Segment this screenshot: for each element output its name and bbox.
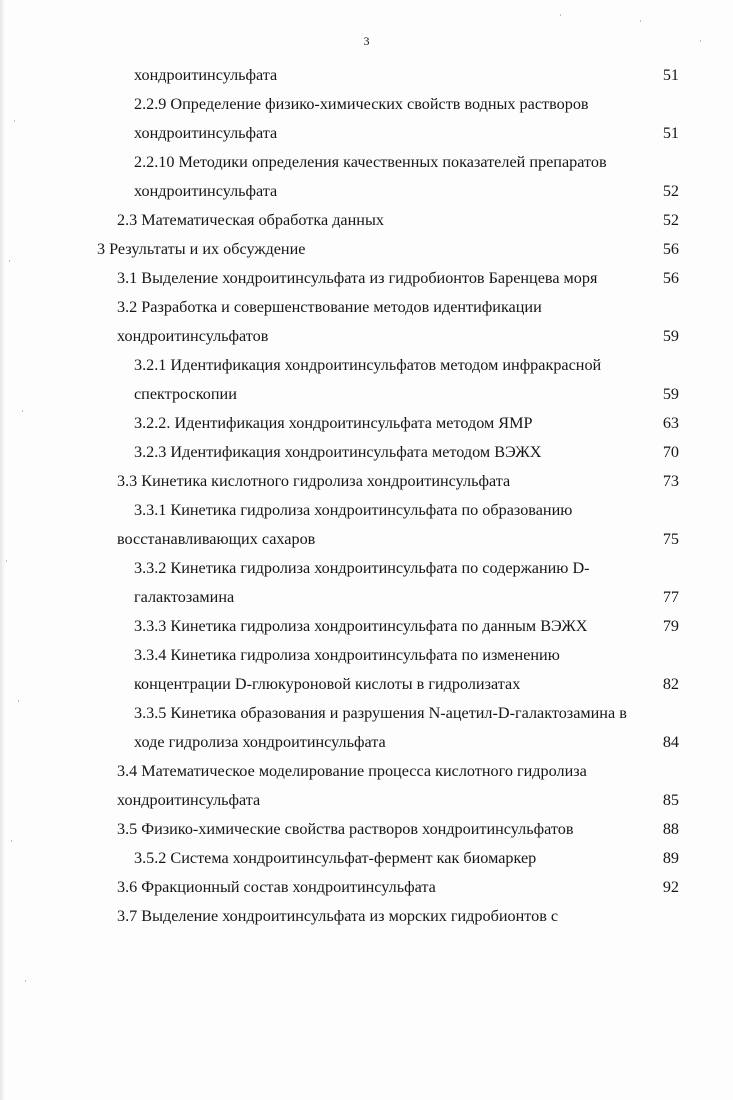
- toc-entry: [0, 354, 733, 383]
- toc-entry-text: 2.3 Математическая обработка данных: [117, 211, 384, 229]
- scan-speck: [560, 14, 561, 16]
- toc-entry-text: концентрации D-глюкуроновой кислоты в гидролизатах: [134, 675, 521, 693]
- toc-entry: [0, 499, 733, 528]
- toc-entry-page: 70: [662, 443, 679, 461]
- toc-entry-page: 59: [662, 385, 679, 403]
- toc-entry-text: 2.2.10 Методики определения качественных показателей препаратов: [134, 153, 607, 171]
- toc-entry-page: 56: [662, 240, 679, 258]
- toc-entry-page: 56: [662, 269, 679, 287]
- toc-entry-text: 3.1 Выделение хондроитинсульфата из гидробионтов Баренцева моря: [117, 269, 598, 287]
- toc-entry-page: 75: [662, 530, 679, 548]
- toc-entry: [0, 731, 733, 760]
- toc-entry: [0, 789, 733, 818]
- scan-speck: [11, 840, 12, 842]
- toc-entry-text: 3.2.3 Идентификация хондроитинсульфата методом ВЭЖХ: [134, 443, 542, 461]
- toc-entry-text: 3.6 Фракционный состав хондроитинсульфата: [117, 878, 436, 896]
- toc-entry-text: 3.3.5 Кинетика образования и разрушения N-ацетил-D-галактозамина в: [134, 704, 627, 722]
- toc-entry: [0, 876, 733, 905]
- toc-entry-page: 82: [662, 675, 679, 693]
- toc-entry-page: 63: [662, 414, 679, 432]
- toc-entry-text: 3.5 Физико-химические свойства растворов хондроитинсульфатов: [117, 820, 574, 838]
- scan-speck: [9, 260, 10, 262]
- toc-entry-text: 3.4 Математическое моделирование процесса кислотного гидролиза: [117, 762, 587, 780]
- toc-entry-text: 3.3 Кинетика кислотного гидролиза хондроитинсульфата: [117, 472, 511, 490]
- scan-speck: [18, 700, 19, 702]
- page-number: 3: [363, 34, 370, 48]
- toc-entry: [0, 325, 733, 354]
- toc-entry-text: хондроитинсульфата: [117, 791, 261, 809]
- toc-entry-page: 52: [662, 211, 679, 229]
- toc-entry: [0, 238, 733, 267]
- toc-entry: [0, 122, 733, 151]
- toc-entry: [0, 180, 733, 209]
- table-of-contents: [0, 64, 733, 934]
- toc-entry: [0, 470, 733, 499]
- toc-entry-text: галактозамина: [134, 588, 235, 606]
- toc-entry: [0, 209, 733, 238]
- toc-entry-page: 51: [662, 124, 679, 142]
- scan-speck: [6, 560, 7, 562]
- toc-entry-page: 84: [662, 733, 679, 751]
- toc-entry: [0, 847, 733, 876]
- toc-entry-text: 2.2.9 Определение физико-химических свойств водных растворов: [134, 95, 589, 113]
- toc-entry-text: 3.3.4 Кинетика гидролиза хондроитинсульфата по изменению: [134, 646, 560, 664]
- toc-entry: [0, 557, 733, 586]
- toc-entry-text: хондроитинсульфата: [134, 182, 278, 200]
- toc-entry-page: 52: [662, 182, 679, 200]
- toc-entry: [0, 296, 733, 325]
- toc-entry-text: спектроскопии: [134, 385, 237, 403]
- toc-entry-page: 73: [662, 472, 679, 490]
- toc-entry: [0, 412, 733, 441]
- toc-entry-text: хондроитинсульфата: [134, 66, 278, 84]
- toc-entry: [0, 644, 733, 673]
- toc-entry: [0, 93, 733, 122]
- toc-entry-page: 51: [662, 66, 679, 84]
- scan-speck: [640, 20, 641, 22]
- toc-entry-page: 85: [662, 791, 679, 809]
- toc-entry-page: 79: [662, 617, 679, 635]
- toc-entry: [0, 586, 733, 615]
- toc-entry-text: 3.2 Разработка и совершенствование методов идентификации: [117, 298, 542, 316]
- toc-entry-text: 3.7 Выделение хондроитинсульфата из морских гидробионтов с: [117, 907, 559, 925]
- toc-entry: [0, 383, 733, 412]
- toc-entry-text: 3.2.2. Идентификация хондроитинсульфата методом ЯМР: [134, 414, 533, 432]
- toc-entry-text: хондроитинсульфата: [134, 124, 278, 142]
- toc-entry: [0, 760, 733, 789]
- toc-entry: [0, 441, 733, 470]
- toc-entry-text: 3.2.1 Идентификация хондроитинсульфатов методом инфракрасной: [134, 356, 602, 374]
- toc-entry-page: 77: [662, 588, 679, 606]
- toc-entry: [0, 673, 733, 702]
- toc-entry: [0, 818, 733, 847]
- toc-entry-text: 3.3.1 Кинетика гидролиза хондроитинсульфата по образованию: [134, 501, 573, 519]
- toc-entry-page: 92: [662, 878, 679, 896]
- toc-entry-text: восстанавливающих сахаров: [117, 530, 316, 548]
- scan-speck: [14, 120, 15, 122]
- toc-entry-text: ходе гидролиза хондроитинсульфата: [134, 733, 386, 751]
- toc-entry-text: хондроитинсульфатов: [117, 327, 269, 345]
- toc-entry-text: 3.3.3 Кинетика гидролиза хондроитинсульфата по данным ВЭЖХ: [134, 617, 588, 635]
- toc-entry: [0, 905, 733, 934]
- toc-entry-text: 3 Результаты и их обсуждение: [97, 240, 306, 258]
- toc-entry-page: 88: [662, 820, 679, 838]
- toc-entry: [0, 702, 733, 731]
- toc-entry-text: 3.5.2 Система хондроитинсульфат-фермент как биомаркер: [134, 849, 537, 867]
- toc-entry: [0, 64, 733, 93]
- toc-entry-text: 3.3.2 Кинетика гидролиза хондроитинсульфата по содержанию D-: [134, 559, 590, 577]
- toc-entry: [0, 151, 733, 180]
- toc-entry-page: 89: [662, 849, 679, 867]
- toc-entry: [0, 615, 733, 644]
- toc-entry-page: 59: [662, 327, 679, 345]
- scan-speck: [700, 40, 701, 42]
- toc-entry: [0, 528, 733, 557]
- toc-entry: [0, 267, 733, 296]
- scan-speck: [22, 410, 23, 412]
- scan-speck: [25, 980, 26, 982]
